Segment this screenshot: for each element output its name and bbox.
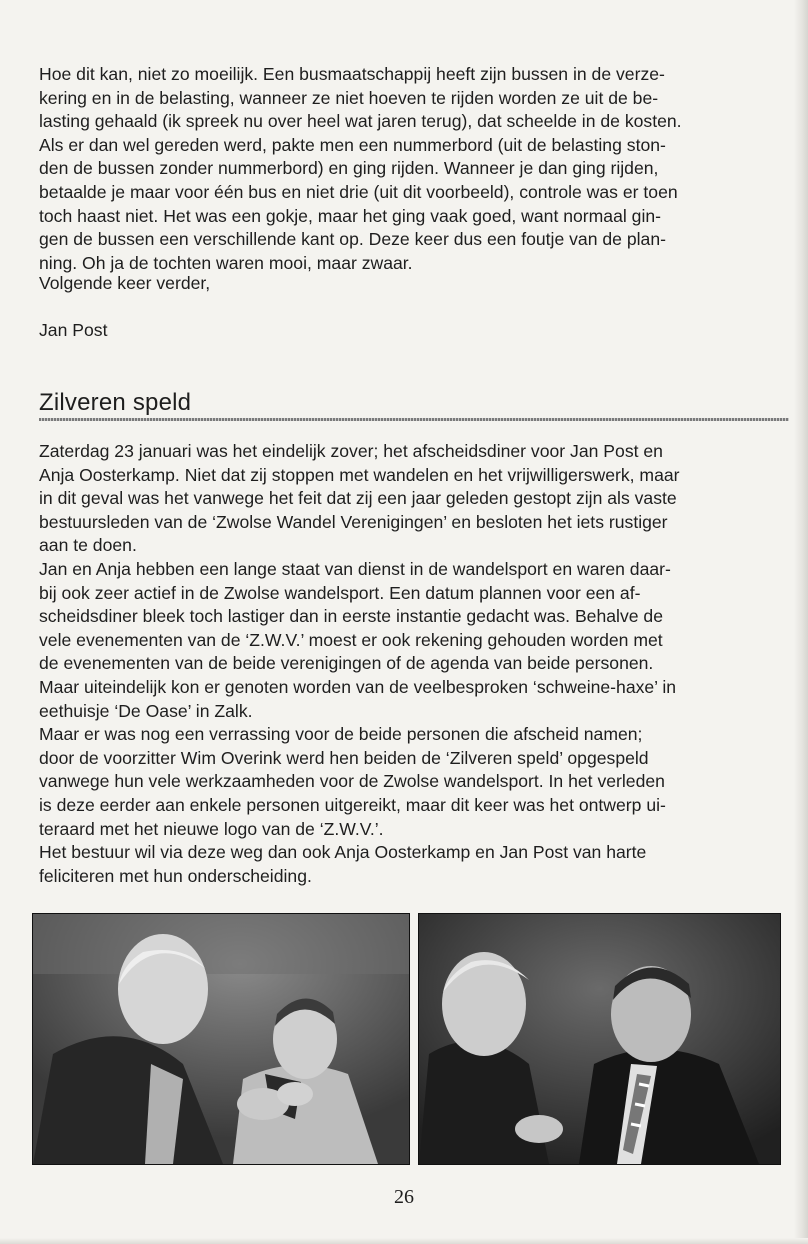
- photo-illustration: [419, 914, 780, 1164]
- text-line: aan te doen.: [39, 535, 137, 556]
- text-line: vele evenementen van de ‘Z.W.V.’ moest er ook rekening gehouden worden met: [39, 629, 663, 650]
- page-number: 26: [394, 1186, 414, 1208]
- page-edge-shadow: [794, 0, 808, 1244]
- text-line: teraard met het nieuwe logo van de ‘Z.W.V.’.: [39, 818, 384, 839]
- text-line: feliciteren met hun onderscheiding.: [39, 865, 312, 886]
- author-name: Jan Post: [39, 320, 108, 340]
- page-bottom-shadow: [0, 1238, 808, 1244]
- text-line: in dit geval was het vanwege het feit dat zij een jaar geleden gestopt zijn als vaste: [39, 488, 677, 509]
- text-line: Hoe dit kan, niet zo moeilijk. Een busmaatschappij heeft zijn bussen in de verze-: [39, 64, 665, 84]
- article-title: Zilveren speld: [39, 389, 192, 416]
- text-line: bij ook zeer actief in de Zwolse wandelsport. Een datum plannen voor een af-: [39, 582, 641, 603]
- photo-pin-ceremony-left: [32, 913, 410, 1165]
- photo-illustration: [33, 914, 409, 1164]
- text-line: de evenementen van de beide verenigingen of de agenda van beide personen.: [39, 653, 654, 674]
- text-line: toch haast niet. Het was een gokje, maar het ging vaak goed, want normaal gin-: [39, 205, 662, 226]
- article-body: [39, 440, 783, 888]
- text-line: door de voorzitter Wim Overink werd hen beiden de ‘Zilveren speld’ opgespeld: [39, 747, 649, 768]
- text-line: lasting gehaald (ik spreek nu over heel wat jaren terug), dat scheelde in de kosten.: [39, 111, 682, 132]
- intro-paragraph: [39, 63, 783, 275]
- text-line: Het bestuur wil via deze weg dan ook Anja Oosterkamp en Jan Post van harte: [39, 842, 647, 863]
- text-line: betaalde je maar voor één bus en niet drie (uit dit voorbeeld), controle was er toen: [39, 181, 678, 202]
- text-line: Maar er was nog een verrassing voor de beide personen die afscheid namen;: [39, 724, 643, 745]
- text-line: eethuisje ‘De Oase’ in Zalk.: [39, 700, 253, 721]
- text-line: den de bussen zonder nummerbord) en ging rijden. Wanneer je dan ging rijden,: [39, 158, 659, 179]
- text-line: Maar uiteindelijk kon er genoten worden van de veelbesproken ‘schweine-haxe’ in: [39, 676, 677, 697]
- photo-pin-ceremony-right: [418, 913, 781, 1165]
- text-line: Zaterdag 23 januari was het eindelijk zover; het afscheidsdiner voor Jan Post en: [39, 441, 663, 461]
- text-line: gen de bussen een verschillende kant op. Deze keer dus een foutje van de plan-: [39, 229, 666, 250]
- heading-underline: [39, 418, 789, 421]
- text-line: Anja Oosterkamp. Niet dat zij stoppen met wandelen en het vrijwilligerswerk, maar: [39, 464, 680, 485]
- text-line: bestuursleden van de ‘Zwolse Wandel Verenigingen’ en besloten het iets rustiger: [39, 511, 668, 532]
- text-line: ning. Oh ja de tochten waren mooi, maar zwaar.: [39, 252, 413, 273]
- text-line: Als er dan wel gereden werd, pakte men een nummerbord (uit de belasting ston-: [39, 134, 666, 155]
- text-line: vanwege hun vele werkzaamheden voor de Zwolse wandelsport. In het verleden: [39, 771, 665, 792]
- signoff-line: Volgende keer verder,: [39, 273, 211, 293]
- text-line: kering en in de belasting, wanneer ze niet hoeven te rijden worden ze uit de be-: [39, 87, 659, 108]
- text-line: scheidsdiner bleek toch lastiger dan in eerste instantie gedacht was. Behalve de: [39, 606, 663, 627]
- text-line: is deze eerder aan enkele personen uitgereikt, maar dit keer was het ontwerp ui-: [39, 794, 666, 815]
- text-line: Jan en Anja hebben een lange staat van dienst in de wandelsport en waren daar-: [39, 558, 671, 579]
